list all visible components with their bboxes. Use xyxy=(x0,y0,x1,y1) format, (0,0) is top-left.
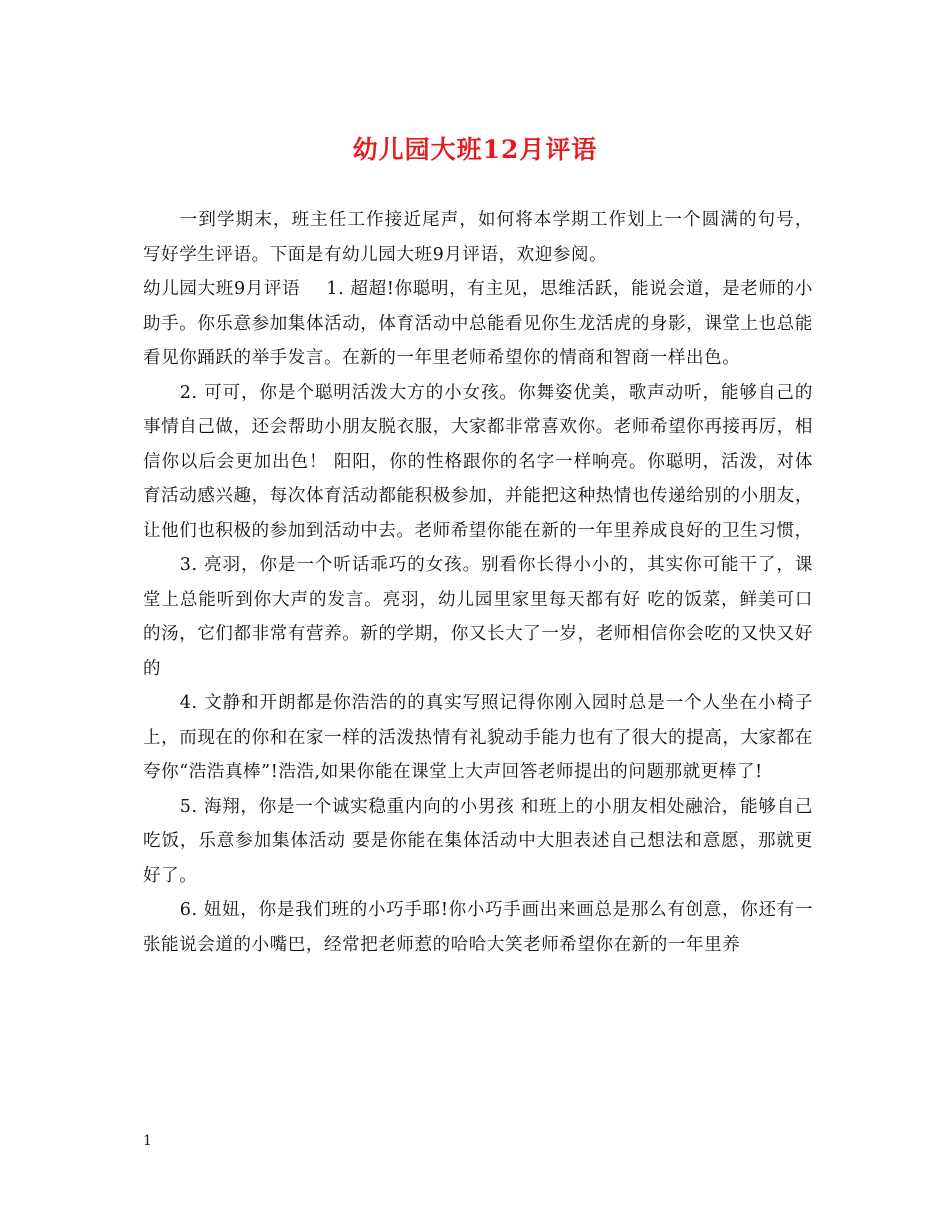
page-number: 1 xyxy=(143,1133,152,1149)
document-title: 幼儿园大班12月评语 xyxy=(352,135,598,164)
comment-text-1: 1. 超超!你聪明，有主见，思维活跃，能说会道，是老师的小助手。你乐意参加集体活动，体育活动中总能看见你生龙活虎的身影，课堂上也总能看见你踊跃的举手发言。在新的一年里老师希望你的情商和智商一样出色。 xyxy=(143,279,813,368)
comment-paragraph-6: 6. 妞妞，你是我们班的小巧手耶!你小巧手画出来画总是那么有创意，你还有一张能说会道的小嘴巴，经常把老师惹的哈哈大笑老师希望你在新的一年里养 xyxy=(143,900,813,955)
comment-paragraph-3: 3. 亮羽，你是一个听话乖巧的女孩。别看你长得小小的，其实你可能干了，课堂上总能听到你大声的发言。亮羽，幼儿园里家里每天都有好 吃的饭菜，鲜美可口的汤，它们都非常有营养。新的学期，你又长大了一岁，老师相信你会吃的又快又好的 xyxy=(143,555,813,679)
comment-paragraph-2: 2. 可可，你是个聪明活泼大方的小女孩。你舞姿优美，歌声动听，能够自己的事情自己做，还会帮助小朋友脱衣服，大家都非常喜欢你。老师希望你再接再厉，相信你以后会更加出色！ 阳阳，你的性格跟你的名字一样响亮。你聪明，活泼，对体育活动感兴趣，每次体育活动都能积极参加，并能把这种热情也传递给别的小朋友，让他们也积极的参加到活动中去。老师希望你能在新的一年里养成良好的卫生习惯， xyxy=(143,382,813,541)
comment-paragraph-1 xyxy=(143,272,813,376)
intro-paragraph: 一到学期末，班主任工作接近尾声，如何将本学期工作划上一个圆满的句号，写好学生评语。下面是有幼儿园大班9月评语，欢迎参阅。 xyxy=(143,210,813,265)
comment-paragraph-4: 4. 文静和开朗都是你浩浩的的真实写照记得你刚入园时总是一个人坐在小椅子上，而现在的你和在家一样的活泼热情有礼貌动手能力也有了很大的提高，大家都在夸你“浩浩真棒”!浩浩,如果你能在课堂上大声回答老师提出的问题那就更棒了! xyxy=(143,693,813,782)
section-heading: 幼儿园大班9月评语 xyxy=(143,279,301,299)
comment-paragraph-5: 5. 海翔，你是一个诚实稳重内向的小男孩 和班上的小朋友相处融洽，能够自己吃饭，乐意参加集体活动 要是你能在集体活动中大胆表述自己想法和意愿，那就更好了。 xyxy=(143,796,813,886)
document-body xyxy=(143,203,813,962)
